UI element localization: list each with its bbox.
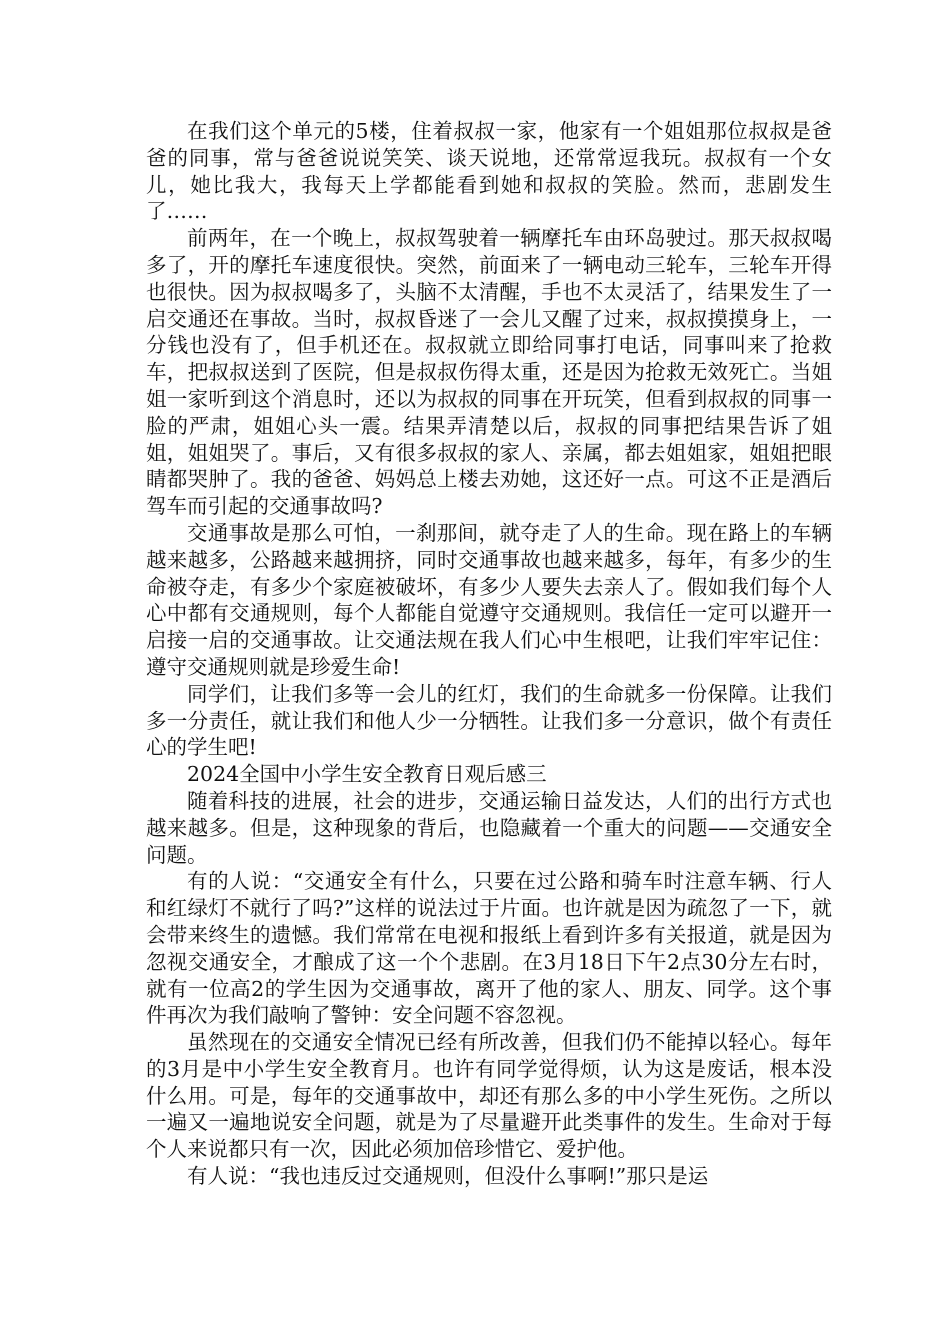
paragraph: 同学们，让我们多等一会儿的红灯，我们的生命就多一份保障。让我们多一分责任，就让我们和他人少一分牺牲。让我们多一分意识，做个有责任心的学生吧! — [146, 681, 832, 760]
paragraph: 随着科技的进展，社会的进步，交通运输日益发达，人们的出行方式也越来越多。但是，这种现象的背后，也隐藏着一个重大的问题——交通安全问题。 — [146, 788, 832, 867]
paragraph: 有人说：“我也违反过交通规则，但没什么事啊!”那只是运 — [187, 1164, 709, 1189]
paragraph: 虽然现在的交通安全情况已经有所改善，但我们仍不能掉以轻心。每年的3月是中小学生安全教育月。也许有同学觉得烦，认为这是废话，根本没什么用。可是，每年的交通事故中，却还有那么多的中小学生死伤。之所以一遍又一遍地说安全问题，就是为了尽量避开此类事件的发生。生命对于每个人来说都只有一次，因此必须加倍珍惜它、爱护他。 — [146, 1030, 832, 1162]
section-heading: 2024全国中小学生安全教育日观后感三 — [187, 762, 547, 787]
paragraph: 在我们这个单元的5楼，住着叔叔一家，他家有一个姐姐那位叔叔是爸爸的同事，常与爸爸说说笑笑、谈天说地，还常常逗我玩。叔叔有一个女儿，她比我大，我每天上学都能看到她和叔叔的笑脸。然而，悲剧发生了…… — [146, 119, 832, 224]
paragraph: 前两年，在一个晚上，叔叔驾驶着一辆摩托车由环岛驶过。那天叔叔喝多了，开的摩托车速度很快。突然，前面来了一辆电动三轮车，三轮车开得也很快。因为叔叔喝多了，头脑不太清醒，手也不太灵活了，结果发生了一启交通还在事故。当时，叔叔昏迷了一会儿又醒了过来，叔叔摸摸身上，一分钱也没有了，但手机还在。叔叔就立即给同事打电话，同事叫来了抢救车，把叔叔送到了医院，但是叔叔伤得太重，还是因为抢救无效死亡。当姐姐一家听到这个消息时，还以为叔叔的同事在开玩笑，但看到叔叔的同事一脸的严肃，姐姐心头一震。结果弄清楚以后，叔叔的同事把结果告诉了姐姐，姐姐哭了。事后，又有很多叔叔的家人、亲属，都去姐姐家，姐姐把眼睛都哭肿了。我的爸爸、妈妈总上楼去劝她，这还好一点。可这不正是酒后驾车而引起的交通事故吗? — [146, 226, 832, 519]
paragraph: 有的人说：“交通安全有什么，只要在过公路和骑车时注意车辆、行人和红绿灯不就行了吗?”这样的说法过于片面。也许就是因为疏忽了一下，就会带来终生的遗憾。我们常常在电视和报纸上看到许多有关报道，就是因为忽视交通安全，才酿成了这一个个悲剧。在3月18日下午2点30分左右时，就有一位高2的学生因为交通事故，离开了他的家人、朋友、同学。这个事件再次为我们敲响了警钟：安全问题不容忽视。 — [146, 869, 832, 1028]
paragraph: 交通事故是那么可怕，一刹那间，就夺走了人的生命。现在路上的车辆越来越多，公路越来越拥挤，同时交通事故也越来越多，每年，有多少的生命被夺走，有多少个家庭被破坏，有多少人要失去亲人了。假如我们每个人心中都有交通规则，每个人都能自觉遵守交通规则。我信任一定可以避开一启接一启的交通事故。让交通法规在我人们心中生根吧，让我们牢牢记住：遵守交通规则就是珍爱生命! — [146, 520, 832, 679]
document-body — [146, 118, 832, 1190]
